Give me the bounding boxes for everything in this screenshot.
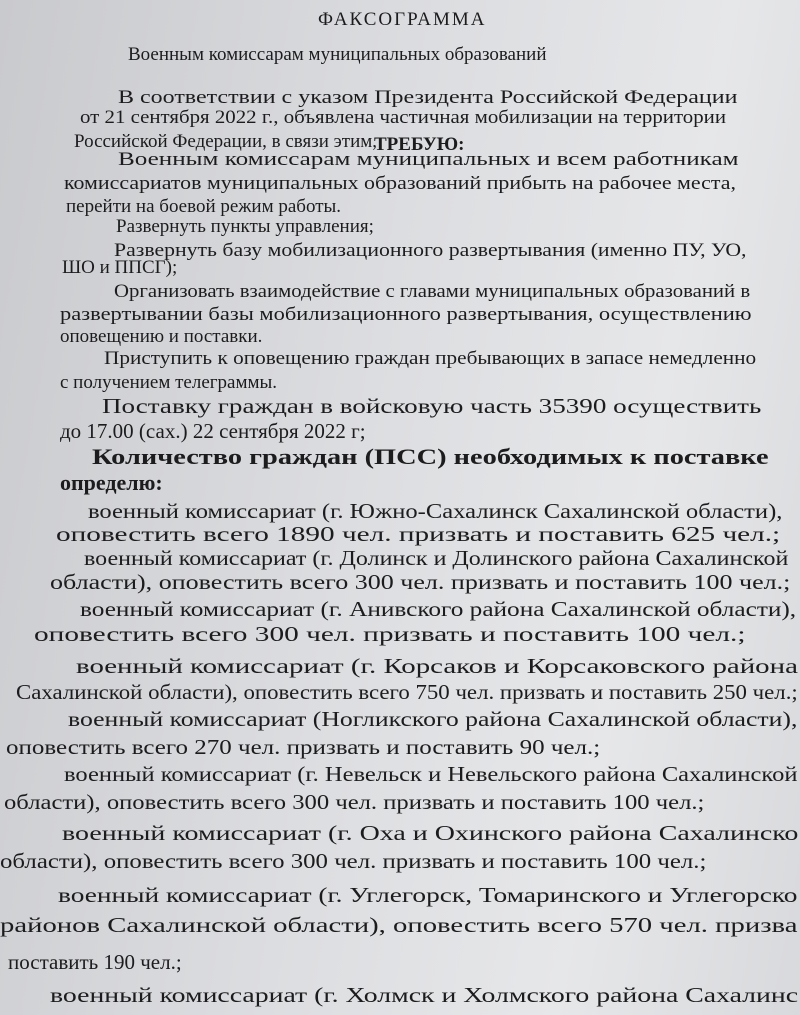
doc-line-34: районов Сахалинской области), оповестить всего 570 чел. призва	[0, 913, 798, 937]
doc-line-20: оповестить всего 1890 чел. призвать и поставить 625 чел.;	[56, 522, 781, 546]
doc-line-9: ШО и ППСГ);	[62, 257, 178, 278]
doc-line-6: перейти на боевой режим работы.	[66, 196, 342, 217]
doc-line-26: Сахалинской области), оповестить всего 750 чел. призвать и поставить 250 чел.;	[16, 680, 798, 704]
doc-line-11: развертывании базы мобилизационного развертывания, осуществлению	[60, 304, 752, 325]
doc-line-7: Развернуть пункты управления;	[116, 216, 374, 237]
demand-word: ТРЕБУЮ:	[374, 134, 465, 155]
doc-line-12: оповещению и поставки.	[60, 326, 263, 347]
doc-line-28: оповестить всего 270 чел. призвать и поставить 90 чел.;	[6, 735, 601, 759]
doc-line-16: до 17.00 (сах.) 22 сентября 2022 г;	[60, 419, 366, 443]
doc-line-32: области), оповестить всего 300 чел. призвать и поставить 100 чел.;	[0, 849, 707, 873]
doc-line-36: военный комиссариат (г. Холмск и Холмского района Сахалинс	[50, 983, 799, 1007]
doc-line-23: военный комиссариат (г. Анивского района Сахалинской области),	[80, 597, 797, 621]
doc-line-3: Российской Федерации, в связи этим,	[74, 131, 378, 152]
doc-line-5: комиссариатов муниципальных образований прибыть на рабочее места,	[64, 173, 736, 194]
doc-line-15: Поставку граждан в войсковую часть 35390 осуществить	[102, 394, 762, 418]
doc-line-33: военный комиссариат (г. Углегорск, Томаринского и Углегорско	[58, 883, 798, 907]
doc-line-25: военный комиссариат (г. Корсаков и Корсаковского района	[76, 654, 798, 678]
doc-line-24: оповестить всего 300 чел. призвать и поставить 100 чел.;	[34, 622, 746, 646]
doc-line-30: области), оповестить всего 300 чел. призвать и поставить 100 чел.;	[4, 790, 705, 814]
doc-line-14: с получением телеграммы.	[60, 372, 278, 393]
addressee-line: Военным комиссарам муниципальных образований	[128, 44, 547, 65]
section-heading-line-1: Количество граждан (ПСС) необходимых к поставке	[92, 444, 769, 469]
doc-line-10: Организовать взаимодействие с главами муниципальных образований в	[114, 281, 751, 302]
doc-line-1: В соответствии с указом Президента Российской Федерации	[118, 87, 738, 108]
doc-line-27: военный комиссариат (Ногликского района Сахалинской области),	[68, 707, 798, 731]
document-title: ФАКСОГРАММА	[318, 9, 487, 30]
doc-line-31: военный комиссариат (г. Оха и Охинского района Сахалинско	[62, 821, 799, 845]
doc-line-13: Приступить к оповещению граждан пребывающих в запасе немедленно	[104, 348, 757, 369]
doc-line-8: Развернуть базу мобилизационного развертывания (именно ПУ, УО,	[114, 240, 747, 261]
doc-line-4: Военным комиссарам муниципальных и всем работникам	[118, 149, 739, 170]
doc-line-21: военный комиссариат (г. Долинск и Долинского района Сахалинской	[84, 546, 789, 570]
doc-line-22: области), оповестить всего 300 чел. призвать и поставить 100 чел.;	[50, 570, 791, 594]
doc-line-35: поставить 190 чел.;	[8, 950, 182, 974]
section-heading-line-2: определю:	[60, 470, 163, 495]
doc-line-29: военный комиссариат (г. Невельск и Невельского района Сахалинской	[64, 762, 798, 786]
doc-line-2: от 21 сентября 2022 г., объявлена частичная мобилизации на территории	[80, 107, 727, 128]
doc-line-19: военный комиссариат (г. Южно-Сахалинск Сахалинской области),	[88, 499, 783, 523]
